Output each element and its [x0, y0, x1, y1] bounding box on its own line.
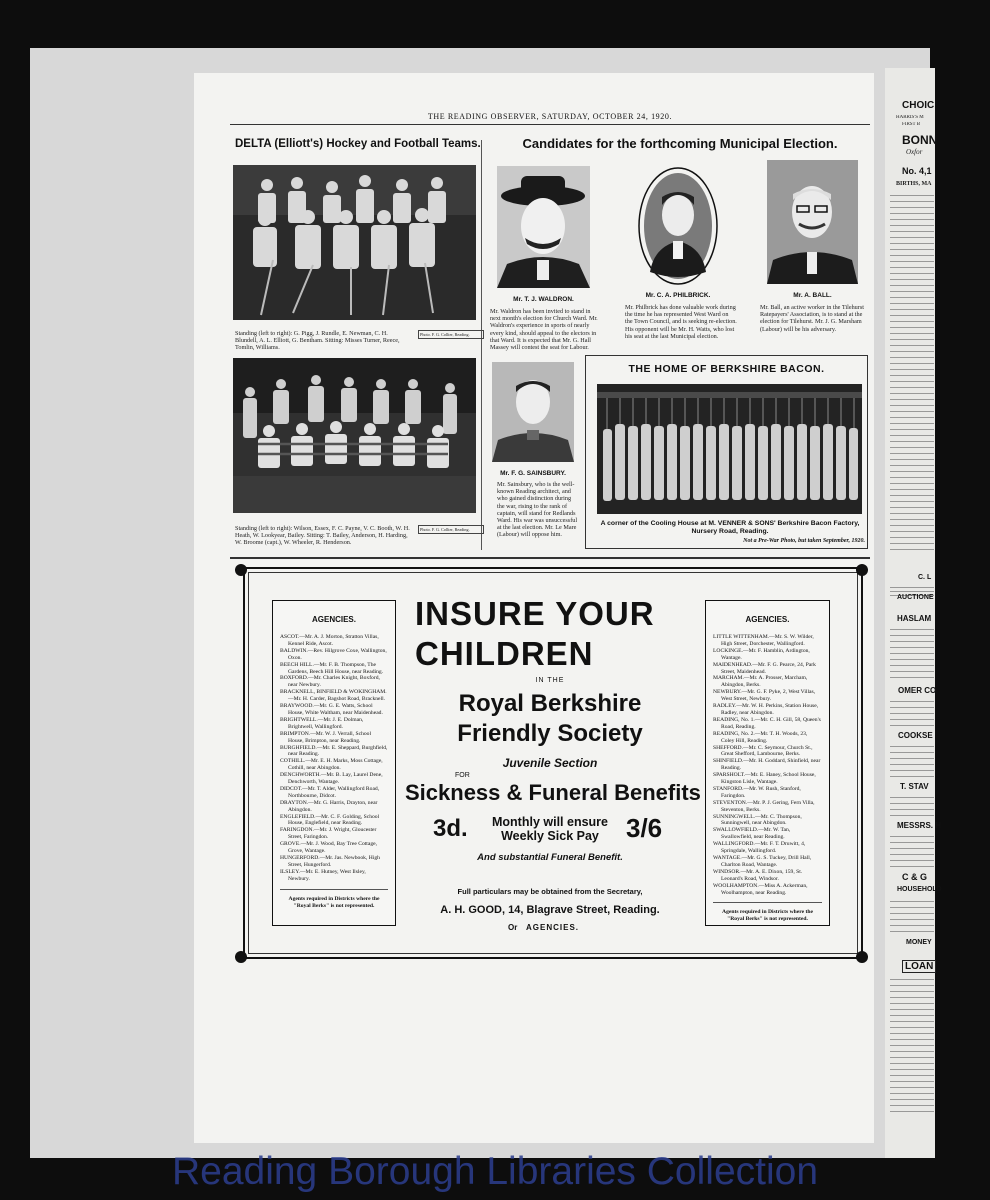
- strip-small-text: [890, 698, 934, 728]
- strip-messrs: MESSRS. H: [897, 821, 942, 830]
- sainsbury-text: Mr. Sainsbury, who is the well-known Reading architect, and who gained distinction during the war, rising to the rank of captain, will stand for Redlands Ward. His war was unsuccessful at the last election. Mr. Le Mare (Labour) will oppose him.: [497, 481, 578, 539]
- ad-price-left: 3d.: [433, 815, 468, 842]
- agencies-left-title: AGENCIES.: [311, 615, 356, 624]
- strip-cg: C & G: [902, 872, 928, 882]
- section-rule: [230, 557, 870, 559]
- strip-no: No. 4,1: [902, 166, 932, 176]
- agency-item: ILSLEY.—Mr. E. Hutney, West Ilsley, Newbury.: [280, 868, 366, 882]
- agency-item: STANFORD.—Mr. W. Rush, Stanford, Faringdon.: [713, 785, 801, 799]
- ad-headline-1: INSURE YOUR: [415, 595, 655, 632]
- agencies-right-note: Agents required in Districts where the "Royal Berks" is not represented.: [713, 902, 822, 923]
- ad-particulars: Full particulars may be obtained from the Secretary,: [457, 887, 643, 896]
- strip-stav: T. STAV: [900, 782, 929, 791]
- ad-society-1: Royal Berkshire: [458, 690, 642, 717]
- election-title: Candidates for the forthcoming Municipal Election.: [522, 136, 838, 151]
- agency-item: BALDWIN.—Rev. Hilgrove Coxe, Wallington, Oxon.: [280, 647, 387, 661]
- agency-item: RADLEY.—Mr. W. H. Perkins, Station House, Radley, near Abingdon.: [713, 703, 819, 716]
- masthead: THE READING OBSERVER, SATURDAY, OCTOBER 24, 1920.: [427, 112, 673, 121]
- agency-item: HUNGERFORD.—Mr. Jas. Newbook, High Street, Hungerford.: [280, 855, 380, 868]
- column-divider: [481, 140, 482, 550]
- agency-item: LITTLE WITTENHAM.—Mr. S. W. Wilder, High Street, Dorchester, Wallingford.: [713, 634, 814, 647]
- strip-small-text: [890, 976, 934, 1116]
- bacon-title: THE HOME OF BERKSHIRE BACON.: [628, 363, 825, 375]
- football-team-photo: [233, 358, 476, 513]
- strip-choice: CHOIC: [902, 100, 935, 111]
- strip-first: FIRST B: [902, 122, 921, 127]
- agency-item: WOOLHAMPTON.—Miss A. Ackerman, Woolhampton, near Reading.: [713, 882, 808, 896]
- strip-cookse: COOKSE: [898, 731, 933, 740]
- agencies-left-list: [280, 634, 388, 883]
- strip-auctione: AUCTIONE: [897, 594, 934, 601]
- agency-item: DIDCOT.—Mr. T. Alder, Wallingford Road, Northbourne, Didcot.: [280, 785, 380, 799]
- football-photo-credit: Photo. F. G. Collier, Reading.: [418, 525, 484, 534]
- agency-item: READING, No. 1.—Mr. C. H. Gill, 58, Queen's Road, Reading.: [713, 716, 821, 730]
- agency-item: FARINGDON.—Mr. J. Wright, Gloucester Street, Faringdon.: [280, 827, 377, 841]
- strip-births: BIRTHS, MA: [896, 181, 932, 187]
- agency-item: BRACKNELL, BINFIELD & WOKINGHAM.—Mr. H. Carder, Bagshot Road, Bracknell.: [280, 689, 387, 703]
- agencies-right-title: AGENCIES.: [745, 615, 790, 624]
- sainsbury-portrait: [492, 362, 574, 462]
- strip-small-text: [890, 743, 934, 779]
- agency-item: MARCHAM.—Mr. A. Prosser, Marcham, Abingdon, Berks.: [713, 675, 808, 689]
- rosette-icon: [235, 951, 247, 963]
- hockey-title: DELTA (Elliott's) Hockey and Football Teams.: [235, 138, 481, 150]
- ad-for: FOR: [455, 772, 470, 779]
- ad-in-the: IN THE: [535, 677, 565, 684]
- strip-oxford: Oxfor: [906, 148, 923, 156]
- agencies-right-box: [705, 600, 830, 926]
- strip-small-text: [890, 833, 934, 869]
- strip-omer: OMER CO: [898, 686, 937, 695]
- agency-item: ENGLEFIELD.—Mr. C. F. Golding, School House, Englefield, near Reading.: [280, 813, 380, 827]
- agency-item: DENCHWORTH.—Mr. B. Lay, Laurel Dene, Denchworth, Wantage.: [280, 772, 383, 786]
- agency-item: BURGHFIELD.—Mr. E. Sheppard, Burghfield, near Reading.: [280, 744, 388, 758]
- ball-text: Mr. Ball, an active worker in the Tilehurst Ratepayers' Association, is to stand at the election for Tilehurst. Mr. J. G. Marsham (Labour) will be his adversary.: [760, 304, 864, 333]
- agency-item: BRIMPTON.—Mr. W. J. Verrall, School House, Brimpton, near Reading.: [280, 730, 372, 744]
- agency-item: BRIGHTWELL.—Mr. J. E. Dolman, Brightwell, Wallingford.: [280, 716, 364, 730]
- agency-item: WALLINGFORD.—Mr. F. T. Druwitt, 4, Springdale, Wallingford.: [713, 841, 806, 855]
- ad-agencies-word: AGENCIES.: [526, 923, 580, 932]
- philbrick-portrait: [638, 167, 718, 285]
- strip-small-text: [890, 898, 934, 934]
- ball-portrait: [767, 160, 858, 284]
- ad-or: Or: [508, 923, 518, 932]
- strip-money: MONEY: [906, 939, 932, 946]
- rosette-icon: [235, 564, 247, 576]
- football-caption: Standing (left to right): Wilson, Essex, F. C. Payne, V. C. Booth, W. H. Heath, W. Lookyear, Bailey. Sitting: T. Bailey, Anderson, H. Harding, W. Broome (capt.), W. Wheeler, R. Henderson.: [235, 525, 410, 547]
- agency-item: WINDSOR.—Mr. A. E. Dixon, 159, St. Leonard's Road, Windsor.: [713, 868, 803, 882]
- rosette-icon: [856, 951, 868, 963]
- ad-society-2: Friendly Society: [457, 720, 643, 747]
- ad-price-right: 3/6: [626, 813, 663, 843]
- ad-monthly: Monthly will ensure: [492, 815, 608, 829]
- ball-name: Mr. A. BALL.: [793, 292, 832, 299]
- agencies-left-box: [272, 600, 396, 926]
- agency-item: MAIDENHEAD.—Mr. F. G. Pearce, 24, Park Street, Maidenhead.: [713, 661, 816, 675]
- agency-item: SWALLOWFIELD.—Mr. W. Tan, Swallowfield, near Reading.: [713, 827, 791, 841]
- agency-item: DRAYTON.—Mr. G. Harris, Drayton, near Abingdon.: [280, 799, 378, 813]
- strip-household: HOUSEHOLD: [897, 886, 942, 893]
- ad-section: Juvenile Section: [502, 756, 598, 770]
- agencies-left-note: Agents required in Districts where the "Royal Berks" is not represented.: [280, 889, 388, 910]
- bacon-note: Not a Pre-War Photo, but taken September, 1920.: [743, 538, 865, 544]
- agencies-right-list: [713, 634, 822, 896]
- agency-item: COTHILL.—Mr. E. H. Marks, Moss Cottage, Cothill, near Abingdon.: [280, 758, 383, 772]
- agency-item: SHEFFORD.—Mr. C. Seymour, Church St., Great Shefford, Lambourne, Berks.: [713, 744, 813, 758]
- ad-secretary: A. H. GOOD, 14, Blagrave Street, Reading.: [440, 904, 660, 916]
- agency-item: BRAYWOOD.—Mr. G. E. Watts, School House, White Waltham, near Maidenhead.: [280, 703, 383, 716]
- strip-small-text: [890, 626, 934, 682]
- philbrick-name: Mr. C. A. PHILBRICK.: [645, 292, 711, 299]
- hockey-caption: Standing (left to right): G. Pigg, J. Rundle, E. Newman, C. H. Blundell, A. L. Elliott, G. Bentham. Sitting: Misses Turner, Reece, Tomlin, Williams.: [235, 330, 400, 352]
- waldron-text: Mr. Waldron has been invited to stand in next month's election for Church Ward. Mr. Waldron's experience in sports of nearly every kind, should appeal to the electors in that Ward. It is expected that Mr. G. Hall Massey will contest the seat for Labour.: [490, 308, 598, 352]
- agency-item: NEWBURY.—Mr. G. F. Pyke, 2, West Villas, West Street, Newbury.: [713, 689, 816, 703]
- ad-weekly: Weekly Sick Pay: [501, 829, 599, 843]
- library-watermark: Reading Borough Libraries Collection: [171, 1150, 819, 1193]
- agency-item: ASCOT.—Mr. A. J. Morton, Stratton Villas, Kennel Ride, Ascot.: [280, 634, 379, 647]
- strip-small-text: [890, 192, 934, 552]
- agency-item: WANTAGE.—Mr. G. S. Tuckey, Drill Hall, Charlton Road, Wantage.: [713, 855, 812, 868]
- strip-haslam: HASLAM: [897, 614, 932, 623]
- bacon-photo: [597, 384, 862, 514]
- ad-headline-2: CHILDREN: [415, 635, 594, 672]
- strip-cl: C. L: [918, 574, 932, 581]
- rosette-icon: [856, 564, 868, 576]
- agency-item: READING, No. 2.—Mr. T. H. Woods, 23, Coley Hill, Reading.: [713, 730, 808, 744]
- strip-bonn: BONN: [902, 133, 938, 147]
- hockey-photo-credit: Photo. F. G. Collier, Reading.: [418, 330, 484, 339]
- sainsbury-name: Mr. F. G. SAINSBURY.: [500, 470, 566, 477]
- agency-item: BOXFORD.—Mr. Charles Knight, Boxford, near Newbury.: [280, 675, 380, 689]
- agency-item: SHINFIELD.—Mr. H. Goddard, Shinfield, near Reading.: [713, 758, 821, 772]
- agency-item: SPARSHOLT.—Mr. E. Haney, School House, Kingston Lisle, Wantage.: [713, 772, 816, 786]
- agency-item: LOCKINGE.—Mr. F. Hamblin, Ardington, Wantage.: [713, 647, 810, 661]
- waldron-portrait: [497, 166, 590, 288]
- strip-harris: HARRIS'S M: [896, 115, 924, 120]
- waldron-name: Mr. T. J. WALDRON.: [513, 296, 574, 303]
- philbrick-text: Mr. Philbrick has done valuable work during the time he has represented West Ward on the Town Council, and is seeking re-election. His opponent will be Mr. H. Watts, who lost his seat at the last Municipal election.: [625, 304, 737, 340]
- agency-item: STEVENTON.—Mr. P. J. Gering, Fern Villa, Steventon, Berks.: [713, 799, 815, 813]
- strip-loan: LOAN: [902, 960, 936, 973]
- masthead-rule: [230, 124, 870, 125]
- hockey-team-photo: [233, 165, 476, 320]
- ad-funeral: And substantial Funeral Benefit.: [477, 852, 623, 863]
- strip-small-text: [890, 794, 934, 818]
- bacon-caption: A corner of the Cooling House at M. VENNER & SONS' Berkshire Bacon Factory, Nursery Road, Reading.: [600, 520, 860, 535]
- agency-item: BEECH HILL.—Mr. F. B. Thompson, The Gardens, Beech Hill House, near Reading.: [280, 661, 384, 675]
- agency-item: SUNNINGWELL.—Mr. C. Thompson, Sunningwell, near Abingdon.: [713, 813, 802, 827]
- ad-benefits: Sickness & Funeral Benefits: [405, 780, 701, 805]
- agency-item: GROVE.—Mr. J. Wood, Bay Tree Cottage, Grove, Wantage.: [280, 841, 378, 855]
